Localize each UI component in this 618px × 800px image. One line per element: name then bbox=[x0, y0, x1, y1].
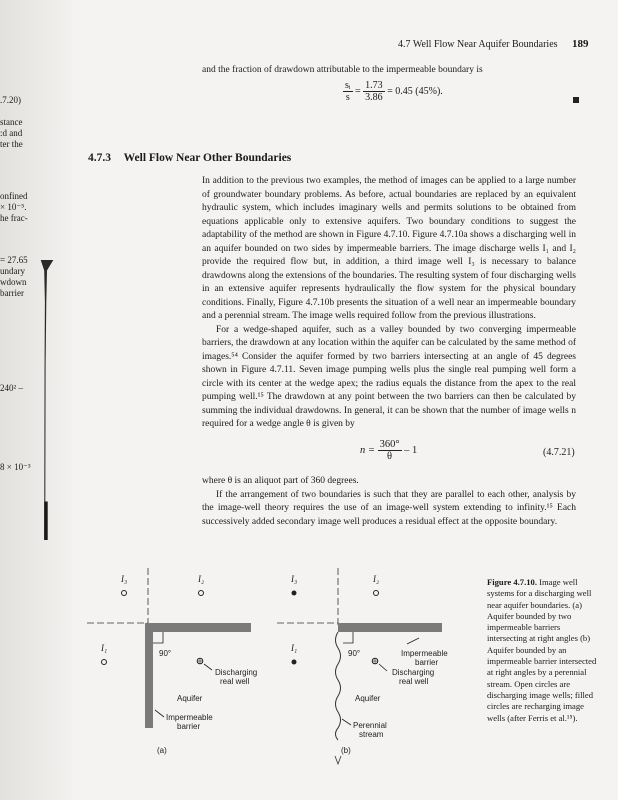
equation-denominator: θ bbox=[387, 451, 393, 462]
panel-b-real-well bbox=[372, 658, 378, 664]
panel-a-horizontal-barrier bbox=[145, 623, 251, 632]
equation-tail: – 1 bbox=[404, 444, 418, 456]
panel-a-barrier-label-1: Impermeable bbox=[166, 713, 213, 722]
panel-b-barrier-label-2: barrier bbox=[415, 658, 439, 667]
intro-line bbox=[202, 64, 576, 78]
fraction-rhs-den: 3.86 bbox=[365, 92, 383, 103]
paragraph-2: For a wedge-shaped aquifer, such as a valley bounded by two converging impermeable barriers, the drawdown at any location within the aquifer can be calculated by the same method of images.⁵⁴ Consider the aquifer formed by two barriers intersecting at an angle of 45 degrees shown in Figure 4.7.11. Seven image pumping wells plus the single real pumping well form a circle with its center at the wedge apex; the radius equals the distance from the apex to the real pumping well.¹⁵ The drawdown at any point between the two barriers can then be calculated by summing the individual drawdowns. In general, it can be shown that the number of image wells n required for a wedge angle θ is given by bbox=[202, 324, 576, 429]
equation-numerator: 360° bbox=[379, 439, 400, 450]
panel-b-well-i3-label: I₃ bbox=[291, 574, 298, 584]
margin-fragment: barrier bbox=[0, 288, 24, 298]
after-equation-text: where θ is an aliquot part of 360 degrees. bbox=[202, 476, 359, 486]
fraction-lhs bbox=[343, 80, 353, 103]
panel-b-perennial-stream bbox=[336, 632, 341, 740]
margin-fragment: = 27.65 bbox=[0, 255, 28, 265]
page-number: 189 bbox=[572, 38, 589, 50]
margin-fragment: 8 × 10⁻³ bbox=[0, 462, 31, 472]
margin-fragment: he frac- bbox=[0, 213, 28, 223]
paragraph-1: In addition to the previous two examples, the method of images can be applied to a large number of groundwater boundary problems. As before, actual boundaries are replaced by an equivalent hydraulic system, which includes imaginary wells and permits solutions to be obtained from equations applicable only to extensive aquifers. Two boundary conditions to suggest the adaptability of the method are shown in Figure 4.7.10. Figure 4.7.10a shows a discharging well in an aquifer bounded on two sides by impermeable barriers. The image discharge wells I₁ and I₂ provide the required flow but, in addition, a third image well I₃ is necessary to balance drawdowns along the extensions of the boundaries. The resulting system of four discharging wells in an extensive aquifer represents hydraulically the flow system for the physical boundary conditions. Finally, Figure 4.7.10b presents the situation of a well near an impermeable boundary and a perennial stream. The image wells required follow from the previous illustrations. bbox=[202, 176, 576, 321]
panel-b-well-i2-label: I₂ bbox=[373, 574, 380, 584]
fraction-lhs-num: sᵢ bbox=[345, 80, 351, 91]
panel-a-well-i2-open-circle bbox=[199, 591, 204, 596]
equation-fraction bbox=[378, 439, 402, 462]
margin-fragment: onfined bbox=[0, 191, 28, 201]
panel-a-well-i3-label: I₃ bbox=[121, 574, 128, 584]
panel-a-vertical-barrier bbox=[145, 623, 153, 728]
fraction-rhs-num: 1.73 bbox=[365, 80, 383, 91]
panel-b-discharging-label-2: real well bbox=[399, 677, 429, 686]
panel-a-discharging-label-1: Discharging bbox=[215, 668, 258, 677]
panel-a-real-well bbox=[197, 658, 203, 664]
panel-b-aquifer-label: Aquifer bbox=[355, 694, 381, 703]
fraction-rhs bbox=[363, 80, 385, 103]
margin-fragment: :d and bbox=[0, 128, 23, 138]
equation-number: (4.7.21) bbox=[543, 447, 575, 458]
end-of-example-mark bbox=[573, 97, 579, 103]
fraction-equation: $\frac{\text{sᵢ}}{s}$ = $\frac{1.73}{3.86}$ = 0.45 (45%). bbox=[345, 80, 443, 103]
paragraph-3: If the arrangement of two boundaries is such that they are parallel to each other, analysis by the image-well theory requires the use of an image-well system extending to infinity.¹⁵ Each successively added secondary image well produces a residual effect at the opposite boundary. bbox=[202, 489, 576, 527]
section-number: 4.7.3 bbox=[88, 152, 111, 164]
fraction-result: = 0.45 (45%). bbox=[387, 85, 443, 97]
panel-a bbox=[87, 568, 257, 755]
panel-a-well-i1-open-circle bbox=[102, 660, 107, 665]
panel-b-impermeable-barrier bbox=[338, 623, 442, 632]
after-equation bbox=[202, 475, 576, 529]
panel-b-angle: 90° bbox=[348, 649, 361, 658]
figure-caption bbox=[487, 577, 597, 724]
panel-b-barrier-pointer bbox=[407, 638, 419, 644]
panel-b-discharging-label-1: Discharging bbox=[392, 668, 435, 677]
panel-b-discharging-pointer bbox=[379, 664, 387, 671]
panel-b-well-i1-filled-circle bbox=[292, 660, 297, 665]
margin-fragment: × 10⁻⁵. bbox=[0, 202, 27, 212]
margin-fragment: undary bbox=[0, 266, 25, 276]
equation-lhs: n = bbox=[360, 444, 375, 456]
panel-a-well-i3-open-circle bbox=[122, 591, 127, 596]
header-section-title: 4.7 Well Flow Near Aquifer Boundaries bbox=[398, 39, 558, 50]
panel-a-discharging-pointer bbox=[204, 664, 212, 670]
body-paragraphs bbox=[202, 175, 576, 432]
panel-a-right-angle-mark bbox=[153, 632, 163, 643]
panel-a-well-i1-label: I₁ bbox=[101, 643, 108, 653]
figure-4-7-10 bbox=[85, 560, 485, 800]
panel-a-label: (a) bbox=[157, 746, 167, 755]
panel-a-well-i2-label: I₂ bbox=[198, 574, 205, 584]
panel-b bbox=[277, 568, 448, 764]
panel-b-label: (b) bbox=[341, 746, 351, 755]
panel-a-barrier-pointer bbox=[155, 710, 164, 717]
caption-title: Figure 4.7.10. bbox=[487, 577, 537, 587]
panel-b-well-i3-filled-circle bbox=[292, 591, 297, 596]
margin-fragment: .7.20) bbox=[0, 95, 21, 105]
running-header bbox=[398, 38, 589, 50]
margin-fragment: stance bbox=[0, 117, 23, 127]
panel-b-right-angle-mark bbox=[343, 632, 353, 643]
panel-a-barrier-label-2: barrier bbox=[177, 722, 201, 731]
panel-a-aquifer-label: Aquifer bbox=[177, 694, 203, 703]
margin-fragment: ter the bbox=[0, 139, 23, 149]
fraction-lhs-den: s bbox=[345, 92, 350, 103]
panel-b-stream-label-1: Perennial bbox=[353, 721, 387, 730]
equation-4-7-21 bbox=[360, 439, 417, 462]
caption-body: Image well systems for a discharging well near aquifer boundaries. (a) Aquifer bounded by two impermeable barriers intersecting at right angles (b) Aquifer bounded by an impermeable barrier intersected at right angles by a perennial stream. Open circles are discharging image wells; filled circles are recharging image wells (after Ferris et al.¹⁵). bbox=[487, 577, 597, 723]
panel-b-stream-pointer bbox=[342, 719, 351, 725]
panel-b-well-i1-label: I₁ bbox=[291, 643, 298, 653]
panel-a-discharging-label-2: real well bbox=[220, 677, 250, 686]
section-heading bbox=[88, 152, 291, 164]
panel-b-stream-label-2: stream bbox=[359, 730, 384, 739]
panel-a-angle: 90° bbox=[159, 649, 172, 658]
panel-b-well-i2-open-circle bbox=[374, 591, 379, 596]
margin-fragment: 240² – bbox=[0, 383, 23, 393]
intro-text: and the fraction of drawdown attributable to the impermeable boundary is bbox=[202, 65, 483, 75]
panel-b-stream-arrow bbox=[335, 756, 341, 764]
panel-b-barrier-label-1: Impermeable bbox=[401, 649, 448, 658]
margin-fragment: wdown bbox=[0, 277, 27, 287]
section-title: Well Flow Near Other Boundaries bbox=[123, 152, 292, 164]
